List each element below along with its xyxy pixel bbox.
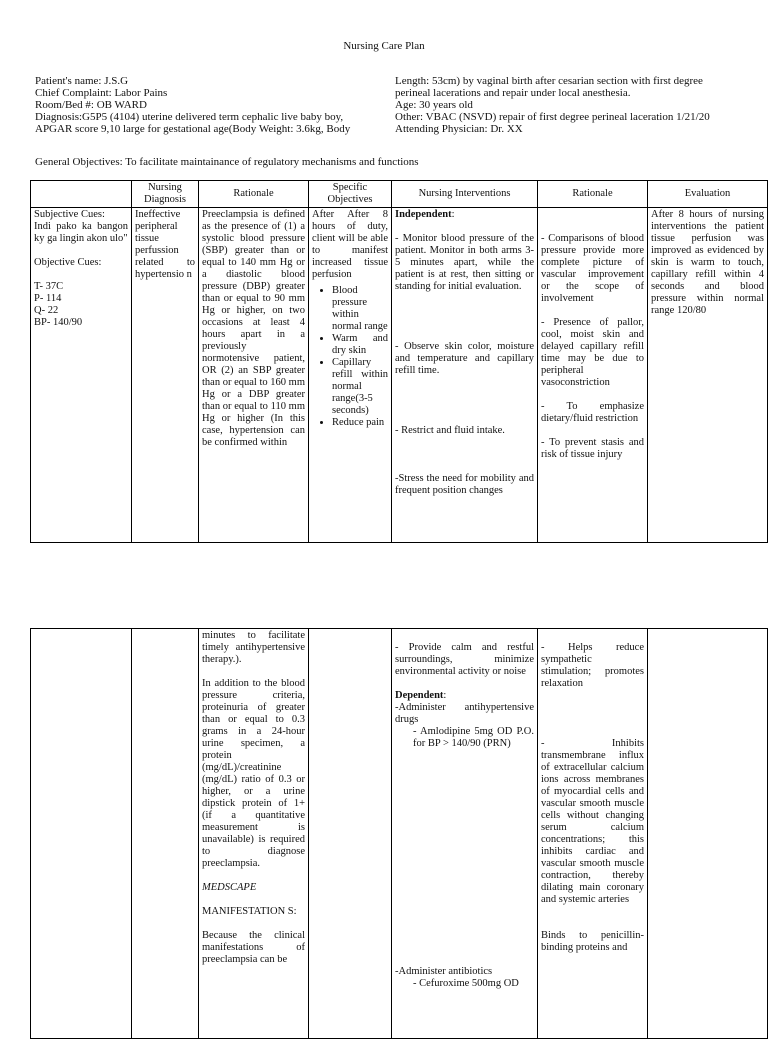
header-nursing-diagnosis: Nursing Diagnosis — [132, 181, 199, 208]
diagnosis-cell-cont — [132, 629, 199, 1039]
evaluation-cell-cont — [648, 629, 768, 1039]
header-specific-objectives: Specific Objectives — [309, 181, 392, 208]
table-row — [31, 208, 768, 543]
rationale-paragraph: In addition to the blood pressure criteria, proteinuria of greater than or equal to 0.3 grams in a 24-hour urine specimen, a protein (mg/dL)/creatinine (mg/dL) ratio of 0.3 or higher, or a urine dipstick protein of 1+ (if a quantitative measurement is unavailable) is required to diagnose preeclampsia. — [202, 678, 305, 869]
table-row — [31, 629, 768, 1039]
manifestation-heading: MANIFESTATION S: — [202, 906, 297, 917]
table-header-row — [31, 181, 768, 208]
list-item: • Reduce pain — [332, 417, 388, 429]
list-item: • Capillary refill within normal range(3-5 seconds) — [332, 357, 388, 417]
rationale-source: MEDSCAPE — [202, 882, 257, 893]
interventions-cell-cont: - Provide calm and restful surroundings, minimize environmental activity or noise Dependent: -Administer antihypertensive drugs - Amlodipine 5mg OD P.O. for BP > 140/90 (PRN) -Administer antibiotics - Cefuroxime 500mg OD — [392, 629, 538, 1039]
intervention-item: -Administer antibiotics — [395, 966, 493, 977]
care-plan-table-page1 — [30, 180, 768, 543]
rationale-item: Binds to penicillin-binding proteins and — [541, 930, 644, 953]
intervention-drug: - Amlodipine 5mg OD P.O. for BP > 140/90 (PRN) — [413, 726, 534, 749]
header-rationale: Rationale — [199, 181, 309, 208]
intervention-item: -Stress the need for mobility and frequent position changes — [395, 473, 534, 496]
header-rationale-2: Rationale — [538, 181, 648, 208]
rationale-item: - Inhibits transmembrane influx of extracellular calcium ions across membranes of myocardial cells and vascular smooth muscle cells without changing serum calcium concentrations; this inhibits cardiac and vascular smooth muscle contraction, thereby dilating main coronary and systemic arteries — [541, 738, 644, 905]
header-nursing-interventions: Nursing Interventions — [392, 181, 538, 208]
cues-cell-cont — [31, 629, 132, 1039]
rationale-item: - Presence of pallor, cool, moist skin and delayed capillary refill time may be due to peripheral vasoconstriction — [541, 317, 644, 388]
intervention-item: - Monitor blood pressure of the patient. Monitor in both arms 3-5 minutes apart, while the patient is at rest, then sitting or standing for initial evaluation. — [395, 233, 534, 292]
rationale-2-cell — [538, 208, 648, 543]
objectives-list — [312, 285, 388, 429]
objectives-cell-cont — [309, 629, 392, 1039]
list-item: • Warm and dry skin — [332, 333, 388, 357]
rationale-continued: minutes to facilitate timely antihypertensive therapy.). — [202, 630, 305, 665]
rationale-paragraph: Because the clinical manifestations of preeclampsia can be — [202, 930, 305, 965]
interventions-cell: Independent: - Monitor blood pressure of the patient. Monitor in both arms 3-5 minutes apart, while the patient is at rest, then sitting or standing for initial evaluation. - Observe skin color, moisture and temperature and capillary refill time. - Restrict and fluid intake. -Stress the need for mobility and frequent position changes — [392, 208, 538, 543]
rationale-item: - Helps reduce sympathetic stimulation; promotes relaxation — [541, 642, 644, 689]
rationale-item: - Comparisons of blood pressure provide more complete picture of vascular improvement or the scope of involvement — [541, 233, 644, 304]
rationale-cell: Preeclampsia is defined as the presence of (1) a systolic blood pressure (SBP) greater than or equal to 140 mm Hg or a diastolic blood pressure (DBP) greater than or equal to 90 mm Hg or higher, on two occasions at least 4 hours apart in a previously normotensive patient, OR (2) an SBP greater than or equal to 160 mm Hg or a DBP greater than or equal to 110 mm Hg or higher (In this case, hypertension can be confirmed within — [199, 208, 309, 543]
care-plan-table-page2 — [30, 628, 768, 1039]
intervention-item: - Provide calm and restful surroundings, minimize environmental activity or noise — [395, 642, 534, 677]
header-evaluation: Evaluation — [648, 181, 768, 208]
intervention-item: -Administer antihypertensive drugs — [395, 702, 534, 725]
patient-info-left: Patient's name: J.S.G Chief Complaint: Labor Pains Room/Bed #: OB WARD Diagnosis:G5P5 (4104) uterine delivered term cephalic live baby boy, APGAR score 9,10 large for gestational age(Body Weight: 3.6kg, Body — [35, 75, 351, 135]
document-title: Nursing Care Plan — [343, 40, 425, 52]
rationale-item: - To prevent stasis and risk of tissue injury — [541, 437, 644, 460]
intervention-item: - Restrict and fluid intake. — [395, 425, 505, 436]
rationale-2-cell-cont — [538, 629, 648, 1039]
rationale-item: - To emphasize dietary/fluid restriction — [541, 401, 644, 424]
diagnosis-cell: Ineffective peripheral tissue perfussion related to hypertensio n — [132, 208, 199, 543]
intervention-item: - Observe skin color, moisture and temperature and capillary refill time. — [395, 341, 534, 376]
evaluation-cell: After 8 hours of nursing interventions the patient tissue perfusion was improved as evidenced by skin is warm to touch, capillary refill within 4 seconds and blood pressure within normal range 120/80 — [648, 208, 768, 543]
header-cues — [31, 181, 132, 208]
objectives-cell — [309, 208, 392, 543]
rationale-cell-cont — [199, 629, 309, 1039]
independent-label: Independent — [395, 209, 452, 220]
objectives-intro: After After 8 hours of duty, client will be able to manifest increased tissue perfusion — [312, 209, 388, 280]
general-objectives: General Objectives: To facilitate maintainance of regulatory mechanisms and functions — [35, 156, 419, 168]
intervention-drug: - Cefuroxime 500mg OD — [413, 978, 519, 989]
list-item: • Blood pressure within normal range — [332, 285, 388, 333]
cues-cell: Subjective Cues: Indi pako ka bangon ky ga lingin akon ulo" Objective Cues: T- 37C P- 114 Q- 22 BP- 140/90 — [31, 208, 132, 543]
dependent-label: Dependent — [395, 690, 444, 701]
patient-info-right: Length: 53cm) by vaginal birth after cesarian section with first degree perineal lacerations and repair under local anesthesia. Age: 30 years old Other: VBAC (NSVD) repair of first degree perineal laceration 1/21/20 Attending Physician: Dr. XX — [395, 75, 710, 135]
